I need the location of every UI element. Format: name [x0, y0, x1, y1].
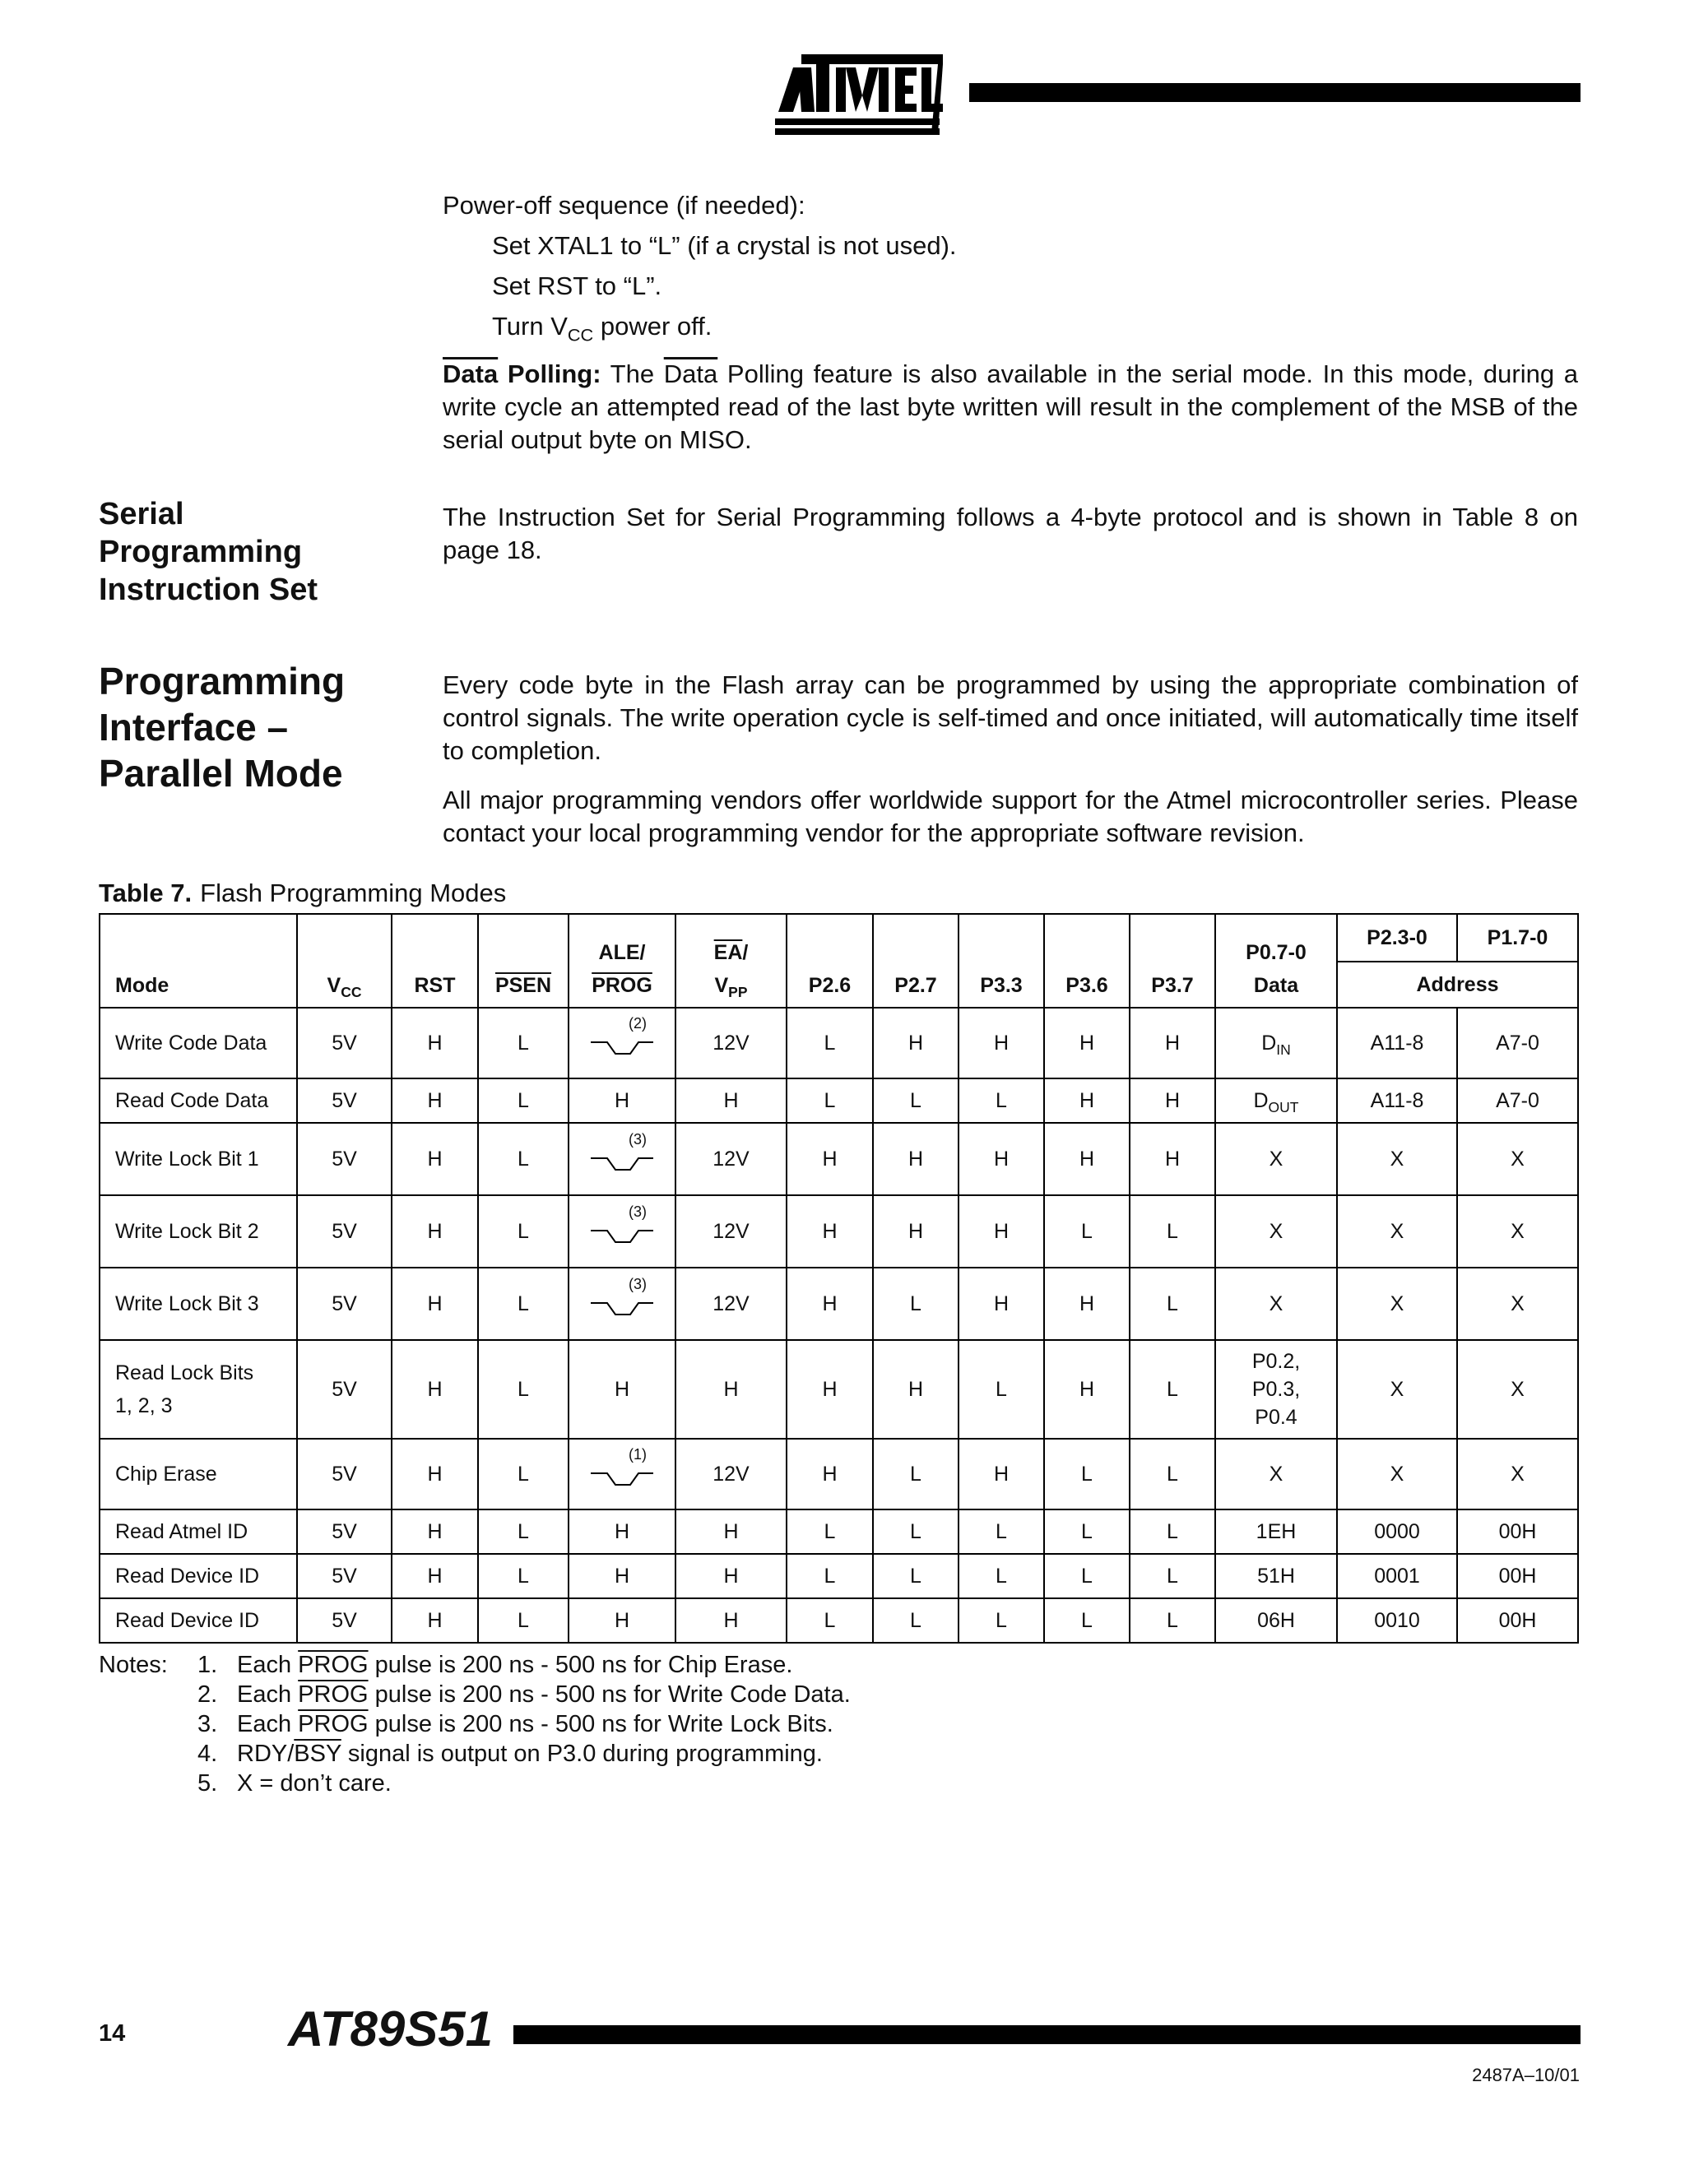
cell-p27: H: [873, 1008, 959, 1078]
cell-psen: L: [478, 1554, 569, 1598]
prog-pulse-icon: (3): [589, 1201, 655, 1252]
cell-mode: Read Atmel ID: [100, 1509, 297, 1554]
cell-vcc: 5V: [297, 1509, 392, 1554]
cell-p27: L: [873, 1509, 959, 1554]
parallel-section-p2: All major programming vendors offer worldwide support for the Atmel microcontroller series. Please contact your local programming vendor for the appropriate software revision.: [443, 786, 1578, 847]
cell-p33: H: [959, 1123, 1044, 1195]
cell-rst: H: [392, 1195, 478, 1268]
cell-p17: 00H: [1457, 1598, 1578, 1643]
cell-p26: H: [787, 1268, 873, 1340]
cell-p17: 00H: [1457, 1509, 1578, 1554]
cell-p33: L: [959, 1509, 1044, 1554]
cell-p23: X: [1337, 1123, 1457, 1195]
cell-psen: L: [478, 1008, 569, 1078]
cell-p36: L: [1044, 1598, 1130, 1643]
prog-pulse-icon: (3): [589, 1129, 655, 1180]
cell-p26: H: [787, 1123, 873, 1195]
cell-ale: H: [569, 1340, 675, 1439]
cell-psen: L: [478, 1078, 569, 1123]
cell-p17: X: [1457, 1268, 1578, 1340]
header-p23: P2.3-0: [1337, 914, 1457, 962]
header-p27: P2.7: [873, 914, 959, 1008]
cell-p26: L: [787, 1078, 873, 1123]
cell-ale: H: [569, 1554, 675, 1598]
table-row: [100, 1598, 1578, 1643]
cell-mode: Write Code Data: [100, 1008, 297, 1078]
cell-mode: Write Lock Bit 2: [100, 1195, 297, 1268]
power-off-step-1: Set XTAL1 to “L” (if a crystal is not used).: [492, 231, 957, 260]
cell-p33: H: [959, 1268, 1044, 1340]
cell-ale: H: [569, 1509, 675, 1554]
cell-vcc: 5V: [297, 1195, 392, 1268]
cell-p37: H: [1130, 1008, 1215, 1078]
cell-psen: L: [478, 1598, 569, 1643]
cell-p27: L: [873, 1078, 959, 1123]
cell-p23: 0001: [1337, 1554, 1457, 1598]
serial-section-heading: Serial Programming Instruction Set: [99, 497, 318, 607]
atmel-logo: [773, 51, 946, 137]
cell-p23: A11-8: [1337, 1078, 1457, 1123]
table-row: [100, 1509, 1578, 1554]
cell-ea: 12V: [675, 1123, 787, 1195]
cell-p37: L: [1130, 1509, 1215, 1554]
table-row: [100, 1340, 1578, 1439]
cell-vcc: 5V: [297, 1554, 392, 1598]
header-p17: P1.7-0: [1457, 914, 1578, 962]
cell-psen: L: [478, 1340, 569, 1439]
cell-p37: L: [1130, 1195, 1215, 1268]
cell-mode: Read Lock Bits 1, 2, 3: [100, 1340, 297, 1439]
table-row: [100, 1268, 1578, 1340]
cell-p37: L: [1130, 1268, 1215, 1340]
cell-p33: L: [959, 1078, 1044, 1123]
header-vcc: $V_{CC}$: [297, 914, 392, 1008]
cell-rst: H: [392, 1078, 478, 1123]
cell-p27: L: [873, 1439, 959, 1509]
table-row: [100, 1554, 1578, 1598]
cell-rst: H: [392, 1439, 478, 1509]
cell-p36: H: [1044, 1078, 1130, 1123]
prog-pulse-icon: (1): [589, 1444, 655, 1495]
cell-vcc: 5V: [297, 1268, 392, 1340]
prog-pulse-icon: (2): [589, 1013, 655, 1064]
cell-p23: X: [1337, 1340, 1457, 1439]
cell-mode: Write Lock Bit 1: [100, 1123, 297, 1195]
header-psen: PSEN: [478, 914, 569, 1008]
note-item: 4. RDY/$\overline{BSY}$ signal is output on P3.0 during programming.: [197, 1741, 823, 1767]
header-p33: P3.3: [959, 914, 1044, 1008]
cell-p36: H: [1044, 1268, 1130, 1340]
table-row: [100, 1078, 1578, 1123]
cell-data: 51H: [1215, 1554, 1337, 1598]
cell-rst: H: [392, 1123, 478, 1195]
data-polling-paragraph: Data Polling: The Data Polling feature is also available in the serial mode. In this mode, during a write cycle an attempted read of the last byte written will result in the complement of the MSB of the serial output byte on MISO.: [443, 359, 1578, 454]
cell-ea: H: [675, 1598, 787, 1643]
cell-p23: A11-8: [1337, 1008, 1457, 1078]
power-off-step-2: Set RST to “L”.: [492, 271, 662, 300]
cell-vcc: 5V: [297, 1439, 392, 1509]
table-row: [100, 1123, 1578, 1195]
cell-p17: A7-0: [1457, 1078, 1578, 1123]
cell-p17: X: [1457, 1123, 1578, 1195]
cell-ea: 12V: [675, 1008, 787, 1078]
cell-ale: [569, 1123, 675, 1195]
cell-p26: H: [787, 1195, 873, 1268]
cell-mode: Write Lock Bit 3: [100, 1268, 297, 1340]
cell-psen: L: [478, 1195, 569, 1268]
parallel-section-heading: Programming Interface – Parallel Mode: [99, 660, 346, 795]
header-address: Address: [1337, 962, 1578, 1008]
cell-rst: H: [392, 1340, 478, 1439]
cell-p26: L: [787, 1008, 873, 1078]
cell-ale: [569, 1268, 675, 1340]
note-item: 3. Each PROG pulse is 200 ns - 500 ns for Write Lock Bits.: [197, 1711, 833, 1737]
cell-p23: X: [1337, 1195, 1457, 1268]
power-off-intro: Power-off sequence (if needed):: [443, 191, 805, 220]
cell-p26: H: [787, 1340, 873, 1439]
cell-p37: L: [1130, 1340, 1215, 1439]
cell-data: X: [1215, 1123, 1337, 1195]
header-ale-prog: ALE/ PROG: [569, 914, 675, 1008]
cell-p17: X: [1457, 1340, 1578, 1439]
cell-ale: [569, 1008, 675, 1078]
cell-p37: H: [1130, 1123, 1215, 1195]
cell-p27: L: [873, 1268, 959, 1340]
cell-data: 06H: [1215, 1598, 1337, 1643]
cell-p37: L: [1130, 1439, 1215, 1509]
cell-p26: L: [787, 1598, 873, 1643]
document-code: 2487A–10/01: [1472, 2065, 1580, 2085]
cell-p33: L: [959, 1554, 1044, 1598]
cell-rst: H: [392, 1268, 478, 1340]
cell-mode: Read Device ID: [100, 1554, 297, 1598]
header-p36: P3.6: [1044, 914, 1130, 1008]
cell-vcc: 5V: [297, 1078, 392, 1123]
cell-vcc: 5V: [297, 1340, 392, 1439]
header-p26: P2.6: [787, 914, 873, 1008]
notes-label: Notes:: [99, 1652, 168, 1678]
cell-p17: X: [1457, 1439, 1578, 1509]
header-p07-data: P0.7-0 Data: [1215, 914, 1337, 1008]
header-ea-vpp: $\overline{EA}/$ $V_{PP}$: [675, 914, 787, 1008]
header-mode: Mode: [100, 914, 297, 1008]
cell-vcc: 5V: [297, 1123, 392, 1195]
cell-data: X: [1215, 1195, 1337, 1268]
cell-data: 1EH: [1215, 1509, 1337, 1554]
cell-p27: L: [873, 1598, 959, 1643]
cell-p36: L: [1044, 1554, 1130, 1598]
cell-p23: X: [1337, 1439, 1457, 1509]
cell-p33: L: [959, 1340, 1044, 1439]
cell-p33: H: [959, 1008, 1044, 1078]
cell-p17: A7-0: [1457, 1008, 1578, 1078]
table-row: [100, 1195, 1578, 1268]
cell-ea: 12V: [675, 1439, 787, 1509]
cell-ale: H: [569, 1598, 675, 1643]
cell-psen: L: [478, 1509, 569, 1554]
table-caption: Table 7. Flash Programming Modes: [99, 879, 507, 907]
cell-p36: H: [1044, 1340, 1130, 1439]
cell-ea: H: [675, 1340, 787, 1439]
cell-rst: H: [392, 1598, 478, 1643]
cell-ea: 12V: [675, 1268, 787, 1340]
flash-programming-modes-table: [99, 913, 1579, 1644]
cell-vcc: 5V: [297, 1008, 392, 1078]
prog-pulse-icon: (3): [589, 1273, 655, 1324]
cell-ea: H: [675, 1078, 787, 1123]
header-rule: [969, 83, 1581, 102]
cell-rst: H: [392, 1554, 478, 1598]
cell-psen: L: [478, 1123, 569, 1195]
cell-p37: L: [1130, 1598, 1215, 1643]
header-rst: RST: [392, 914, 478, 1008]
cell-ea: H: [675, 1554, 787, 1598]
note-item: 2. Each PROG pulse is 200 ns - 500 ns for Write Code Data.: [197, 1681, 851, 1708]
cell-psen: L: [478, 1439, 569, 1509]
cell-mode: Read Code Data: [100, 1078, 297, 1123]
table-row: [100, 1439, 1578, 1509]
cell-p33: L: [959, 1598, 1044, 1643]
cell-data: $D_{OUT}$: [1215, 1078, 1337, 1123]
cell-p27: H: [873, 1195, 959, 1268]
cell-ea: H: [675, 1509, 787, 1554]
cell-data: X: [1215, 1439, 1337, 1509]
header-p37: P3.7: [1130, 914, 1215, 1008]
cell-mode: Chip Erase: [100, 1439, 297, 1509]
cell-mode: Read Device ID: [100, 1598, 297, 1643]
cell-p23: X: [1337, 1268, 1457, 1340]
cell-p37: H: [1130, 1078, 1215, 1123]
note-item: 5. X = don’t care.: [197, 1770, 392, 1797]
part-name: AT89S51: [288, 2001, 494, 2056]
page-number: 14: [99, 2020, 126, 2047]
note-item: 1. Each PROG pulse is 200 ns - 500 ns for Chip Erase.: [197, 1652, 793, 1678]
power-off-step-3: Turn $V_{CC}$ power off.: [492, 312, 713, 345]
cell-ale: [569, 1195, 675, 1268]
cell-p36: L: [1044, 1509, 1130, 1554]
cell-ea: 12V: [675, 1195, 787, 1268]
cell-p23: 0010: [1337, 1598, 1457, 1643]
cell-p26: L: [787, 1554, 873, 1598]
cell-vcc: 5V: [297, 1598, 392, 1643]
cell-data: P0.2, P0.3, P0.4: [1215, 1340, 1337, 1439]
cell-p27: H: [873, 1340, 959, 1439]
footer-rule: [513, 2025, 1581, 2044]
cell-p23: 0000: [1337, 1509, 1457, 1554]
cell-ale: H: [569, 1078, 675, 1123]
parallel-section-p1: Every code byte in the Flash array can be programmed by using the appropriate combination of control signals. The write operation cycle is self-timed and once initiated, will automatically time itself to completion.: [443, 670, 1578, 765]
cell-data: $D_{IN}$: [1215, 1008, 1337, 1078]
cell-p17: 00H: [1457, 1554, 1578, 1598]
cell-p36: H: [1044, 1123, 1130, 1195]
table-row: [100, 1008, 1578, 1078]
cell-p36: L: [1044, 1195, 1130, 1268]
cell-p36: H: [1044, 1008, 1130, 1078]
cell-rst: H: [392, 1509, 478, 1554]
cell-ale: [569, 1439, 675, 1509]
cell-rst: H: [392, 1008, 478, 1078]
cell-psen: L: [478, 1268, 569, 1340]
cell-p26: H: [787, 1439, 873, 1509]
cell-p33: H: [959, 1195, 1044, 1268]
cell-p26: L: [787, 1509, 873, 1554]
cell-p36: L: [1044, 1439, 1130, 1509]
cell-p27: H: [873, 1123, 959, 1195]
serial-section-body: The Instruction Set for Serial Programming follows a 4-byte protocol and is shown in Table 8 on page 18.: [443, 503, 1578, 564]
cell-p37: L: [1130, 1554, 1215, 1598]
cell-p27: L: [873, 1554, 959, 1598]
cell-p33: H: [959, 1439, 1044, 1509]
cell-data: X: [1215, 1268, 1337, 1340]
cell-p17: X: [1457, 1195, 1578, 1268]
